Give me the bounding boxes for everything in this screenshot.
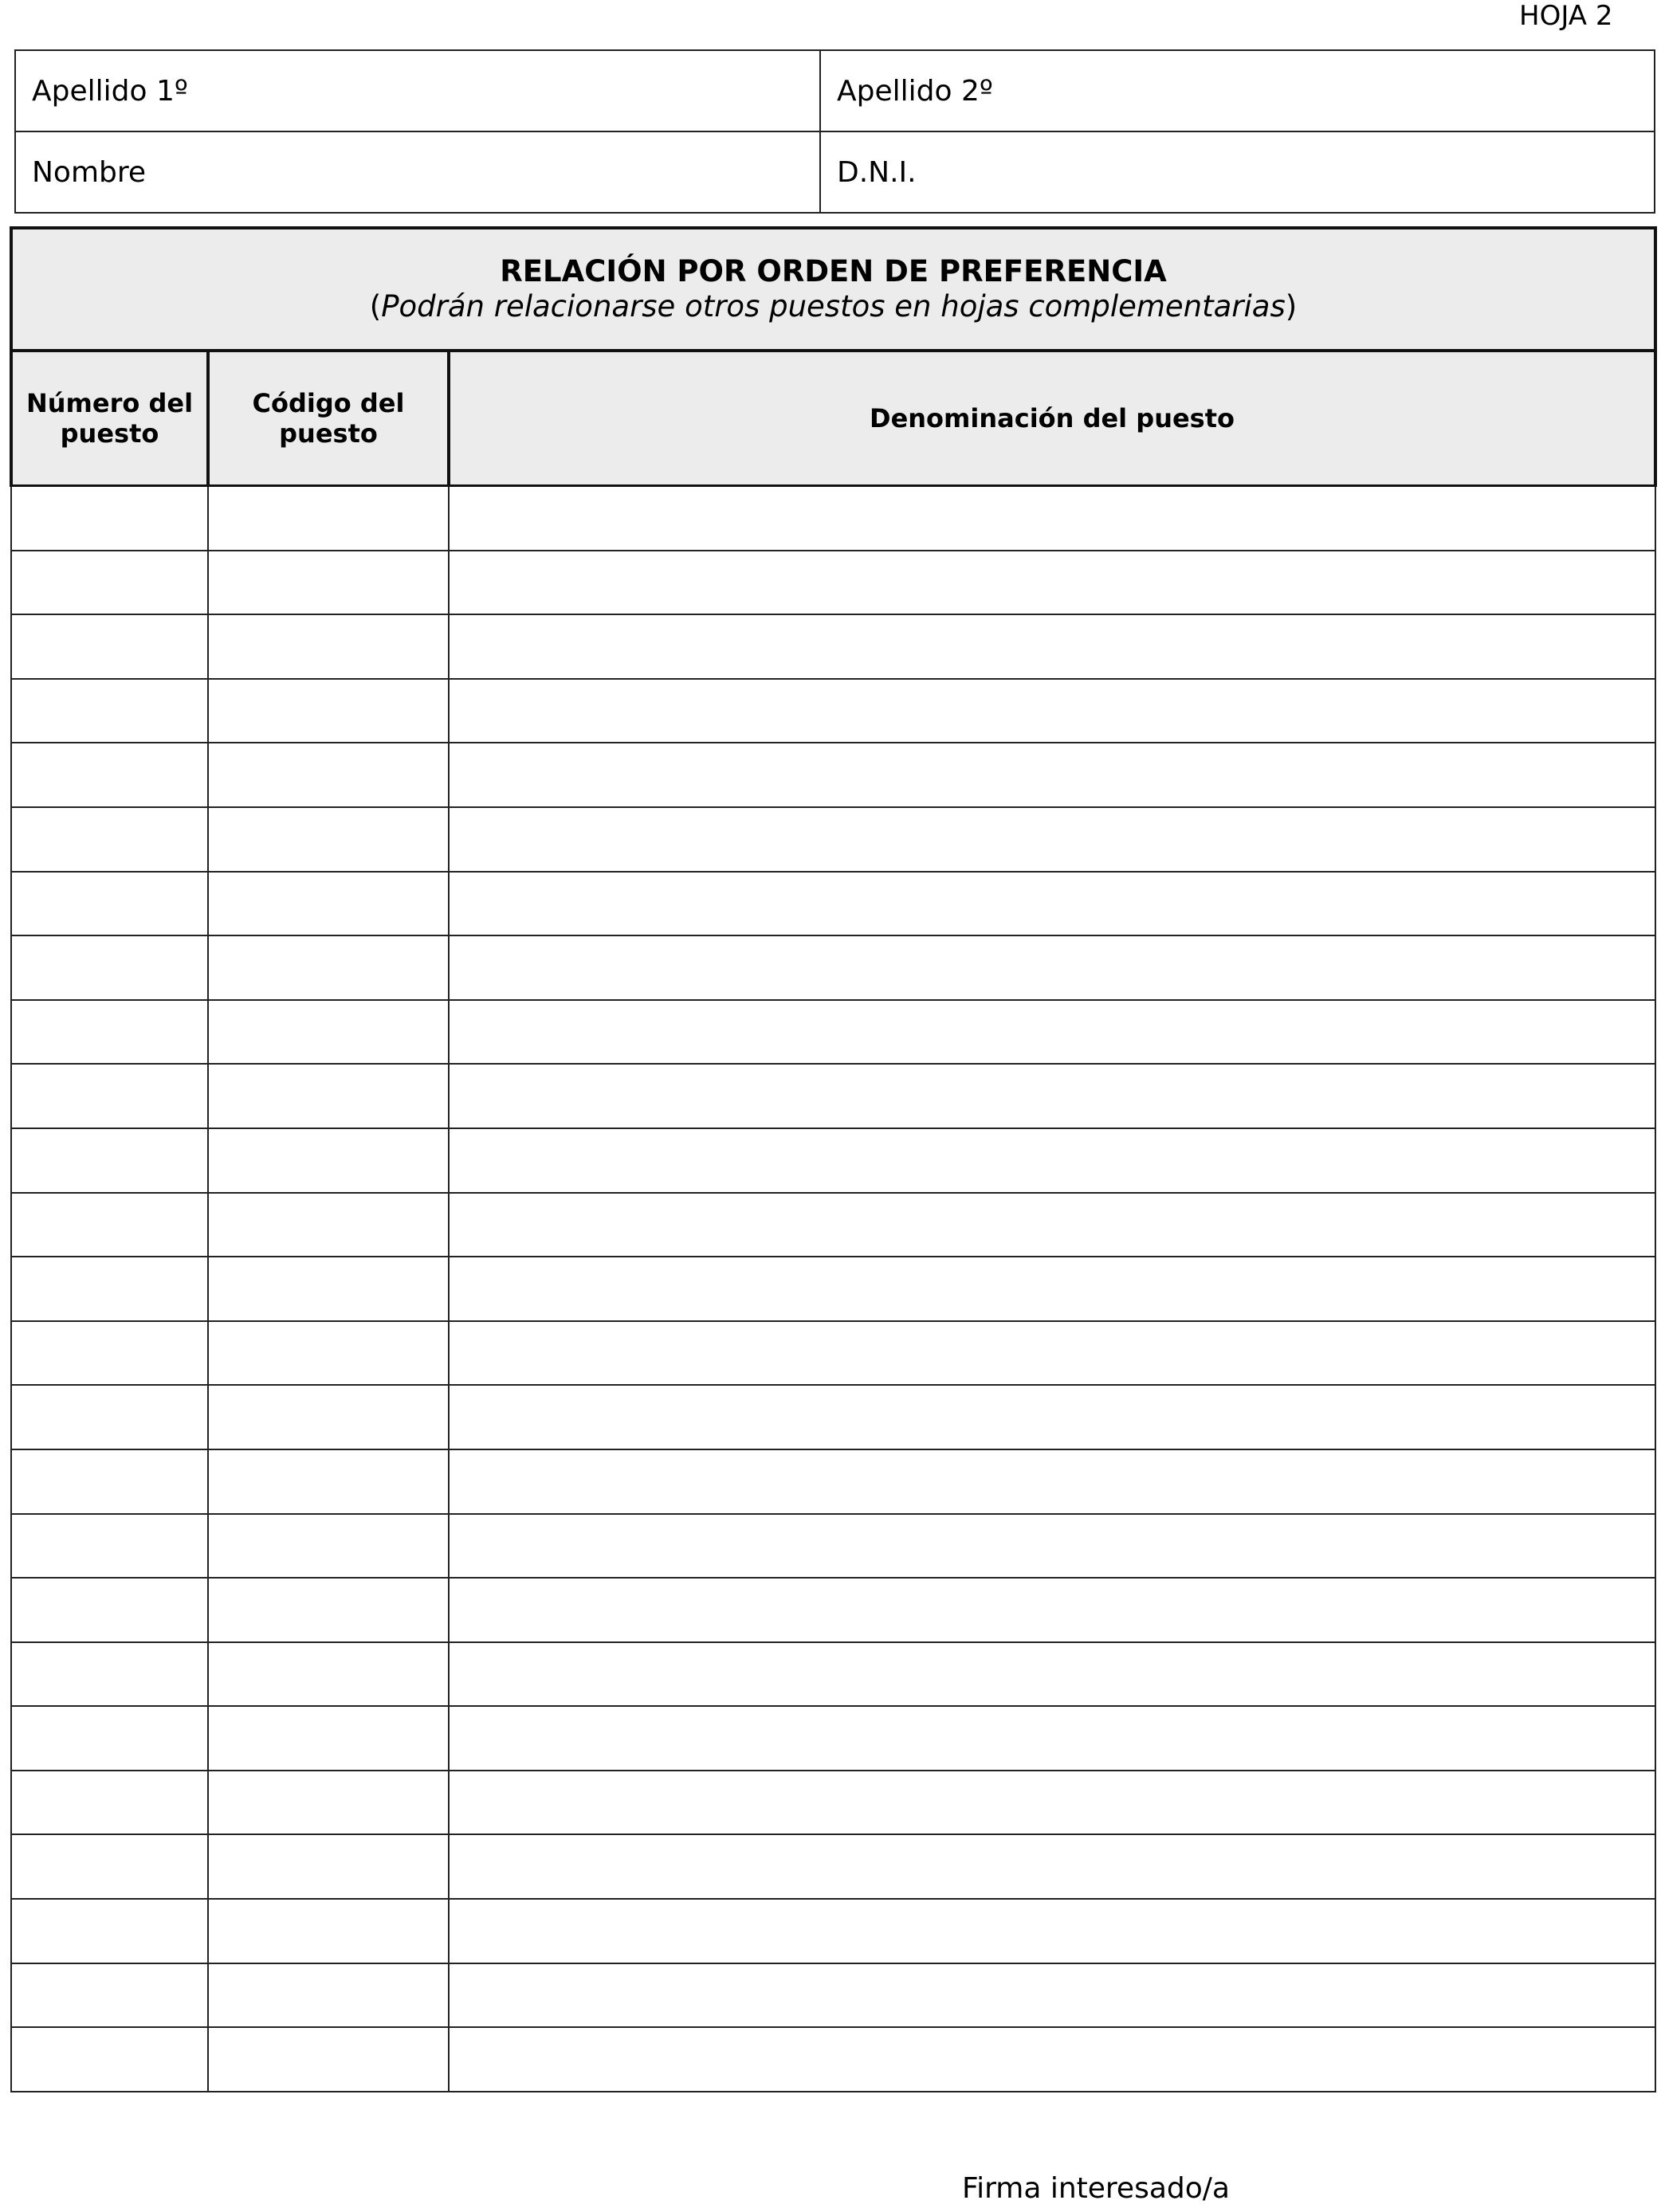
numero-cell[interactable]	[11, 1642, 208, 1707]
denominacion-cell[interactable]	[449, 679, 1655, 743]
table-row	[11, 1834, 1655, 1899]
denominacion-cell[interactable]	[449, 1128, 1655, 1193]
column-header-codigo: Código del puesto	[208, 351, 449, 486]
denominacion-cell[interactable]	[449, 1193, 1655, 1257]
denominacion-cell[interactable]	[449, 614, 1655, 679]
table-row	[11, 614, 1655, 679]
denominacion-cell[interactable]	[449, 1257, 1655, 1321]
numero-cell[interactable]	[11, 1834, 208, 1899]
codigo-cell[interactable]	[208, 2027, 449, 2092]
numero-cell[interactable]	[11, 551, 208, 615]
table-title: RELACIÓN POR ORDEN DE PREFERENCIA	[500, 254, 1167, 288]
apellido1-label: Apellido 1º	[32, 74, 188, 108]
denominacion-cell[interactable]	[449, 807, 1655, 872]
numero-cell[interactable]	[11, 1771, 208, 1835]
codigo-cell[interactable]	[208, 1963, 449, 2028]
denominacion-cell[interactable]	[449, 1834, 1655, 1899]
denominacion-cell[interactable]	[449, 935, 1655, 1000]
denominacion-cell[interactable]	[449, 1321, 1655, 1386]
sheet-number: HOJA 2	[1519, 0, 1613, 32]
numero-cell[interactable]	[11, 1321, 208, 1386]
denominacion-cell[interactable]	[449, 551, 1655, 615]
numero-cell[interactable]	[11, 872, 208, 936]
numero-cell[interactable]	[11, 1514, 208, 1579]
table-row	[11, 1706, 1655, 1771]
numero-cell[interactable]	[11, 1064, 208, 1128]
table-row	[11, 679, 1655, 743]
preference-rows	[11, 486, 1655, 2092]
codigo-cell[interactable]	[208, 1642, 449, 1707]
table-subtitle: (Podrán relacionarse otros puestos en hojas complementarias)	[369, 289, 1298, 324]
numero-cell[interactable]	[11, 1128, 208, 1193]
codigo-cell[interactable]	[208, 1000, 449, 1065]
table-row	[11, 1449, 1655, 1514]
denominacion-cell[interactable]	[449, 872, 1655, 936]
codigo-cell[interactable]	[208, 1514, 449, 1579]
column-header-row	[11, 351, 1655, 486]
dni-label: D.N.I.	[837, 155, 917, 189]
identity-row-name	[15, 131, 1655, 213]
codigo-cell[interactable]	[208, 872, 449, 936]
denominacion-cell[interactable]	[449, 1706, 1655, 1771]
codigo-cell[interactable]	[208, 1064, 449, 1128]
codigo-cell[interactable]	[208, 486, 449, 551]
numero-cell[interactable]	[11, 1000, 208, 1065]
table-row	[11, 1642, 1655, 1707]
apellido2-field[interactable]	[820, 50, 1655, 131]
codigo-cell[interactable]	[208, 1128, 449, 1193]
numero-cell[interactable]	[11, 743, 208, 807]
numero-cell[interactable]	[11, 679, 208, 743]
table-row	[11, 1193, 1655, 1257]
denominacion-cell[interactable]	[449, 1000, 1655, 1065]
table-row	[11, 486, 1655, 551]
numero-cell[interactable]	[11, 614, 208, 679]
codigo-cell[interactable]	[208, 1706, 449, 1771]
table-row	[11, 743, 1655, 807]
table-row	[11, 1771, 1655, 1835]
preference-table-title	[11, 228, 1655, 351]
numero-cell[interactable]	[11, 2027, 208, 2092]
table-row	[11, 1000, 1655, 1065]
denominacion-cell[interactable]	[449, 1449, 1655, 1514]
codigo-cell[interactable]	[208, 935, 449, 1000]
codigo-cell[interactable]	[208, 614, 449, 679]
numero-cell[interactable]	[11, 935, 208, 1000]
codigo-cell[interactable]	[208, 679, 449, 743]
denominacion-cell[interactable]	[449, 1963, 1655, 2028]
column-header-denominacion: Denominación del puesto	[449, 351, 1655, 486]
table-row	[11, 1899, 1655, 1963]
numero-cell[interactable]	[11, 807, 208, 872]
codigo-cell[interactable]	[208, 1193, 449, 1257]
nombre-label: Nombre	[32, 155, 147, 189]
codigo-cell[interactable]	[208, 743, 449, 807]
codigo-cell[interactable]	[208, 1449, 449, 1514]
numero-cell[interactable]	[11, 1385, 208, 1449]
denominacion-cell[interactable]	[449, 1642, 1655, 1707]
table-row	[11, 1963, 1655, 2028]
signature-label: Firma interesado/a	[962, 2172, 1230, 2205]
numero-cell[interactable]	[11, 1449, 208, 1514]
denominacion-cell[interactable]	[449, 1514, 1655, 1579]
table-row	[11, 1514, 1655, 1579]
identity-table	[14, 49, 1655, 214]
numero-cell[interactable]	[11, 486, 208, 551]
codigo-cell[interactable]	[208, 1899, 449, 1963]
table-row	[11, 1321, 1655, 1386]
denominacion-cell[interactable]	[449, 743, 1655, 807]
codigo-cell[interactable]	[208, 807, 449, 872]
denominacion-cell[interactable]	[449, 1899, 1655, 1963]
table-row	[11, 1064, 1655, 1128]
numero-cell[interactable]	[11, 1899, 208, 1963]
table-row	[11, 935, 1655, 1000]
denominacion-cell[interactable]	[449, 1385, 1655, 1449]
table-row	[11, 872, 1655, 936]
table-row	[11, 807, 1655, 872]
dni-field[interactable]	[820, 131, 1655, 213]
nombre-field[interactable]	[15, 131, 820, 213]
column-header-numero: Número del puesto	[11, 351, 208, 486]
table-row	[11, 1578, 1655, 1642]
denominacion-cell[interactable]	[449, 2027, 1655, 2092]
denominacion-cell[interactable]	[449, 1064, 1655, 1128]
codigo-cell[interactable]	[208, 1578, 449, 1642]
codigo-cell[interactable]	[208, 1321, 449, 1386]
apellido1-field[interactable]	[15, 50, 820, 131]
numero-cell[interactable]	[11, 1193, 208, 1257]
codigo-cell[interactable]	[208, 1257, 449, 1321]
denominacion-cell[interactable]	[449, 486, 1655, 551]
numero-cell[interactable]	[11, 1578, 208, 1642]
table-row	[11, 1385, 1655, 1449]
codigo-cell[interactable]	[208, 551, 449, 615]
table-row	[11, 1257, 1655, 1321]
denominacion-cell[interactable]	[449, 1771, 1655, 1835]
apellido2-label: Apellido 2º	[837, 74, 993, 108]
identity-row-surnames	[15, 50, 1655, 131]
preference-table	[10, 226, 1657, 2092]
table-row	[11, 551, 1655, 615]
table-row	[11, 2027, 1655, 2092]
codigo-cell[interactable]	[208, 1771, 449, 1835]
table-row	[11, 1128, 1655, 1193]
codigo-cell[interactable]	[208, 1834, 449, 1899]
codigo-cell[interactable]	[208, 1385, 449, 1449]
denominacion-cell[interactable]	[449, 1578, 1655, 1642]
numero-cell[interactable]	[11, 1257, 208, 1321]
numero-cell[interactable]	[11, 1963, 208, 2028]
numero-cell[interactable]	[11, 1706, 208, 1771]
